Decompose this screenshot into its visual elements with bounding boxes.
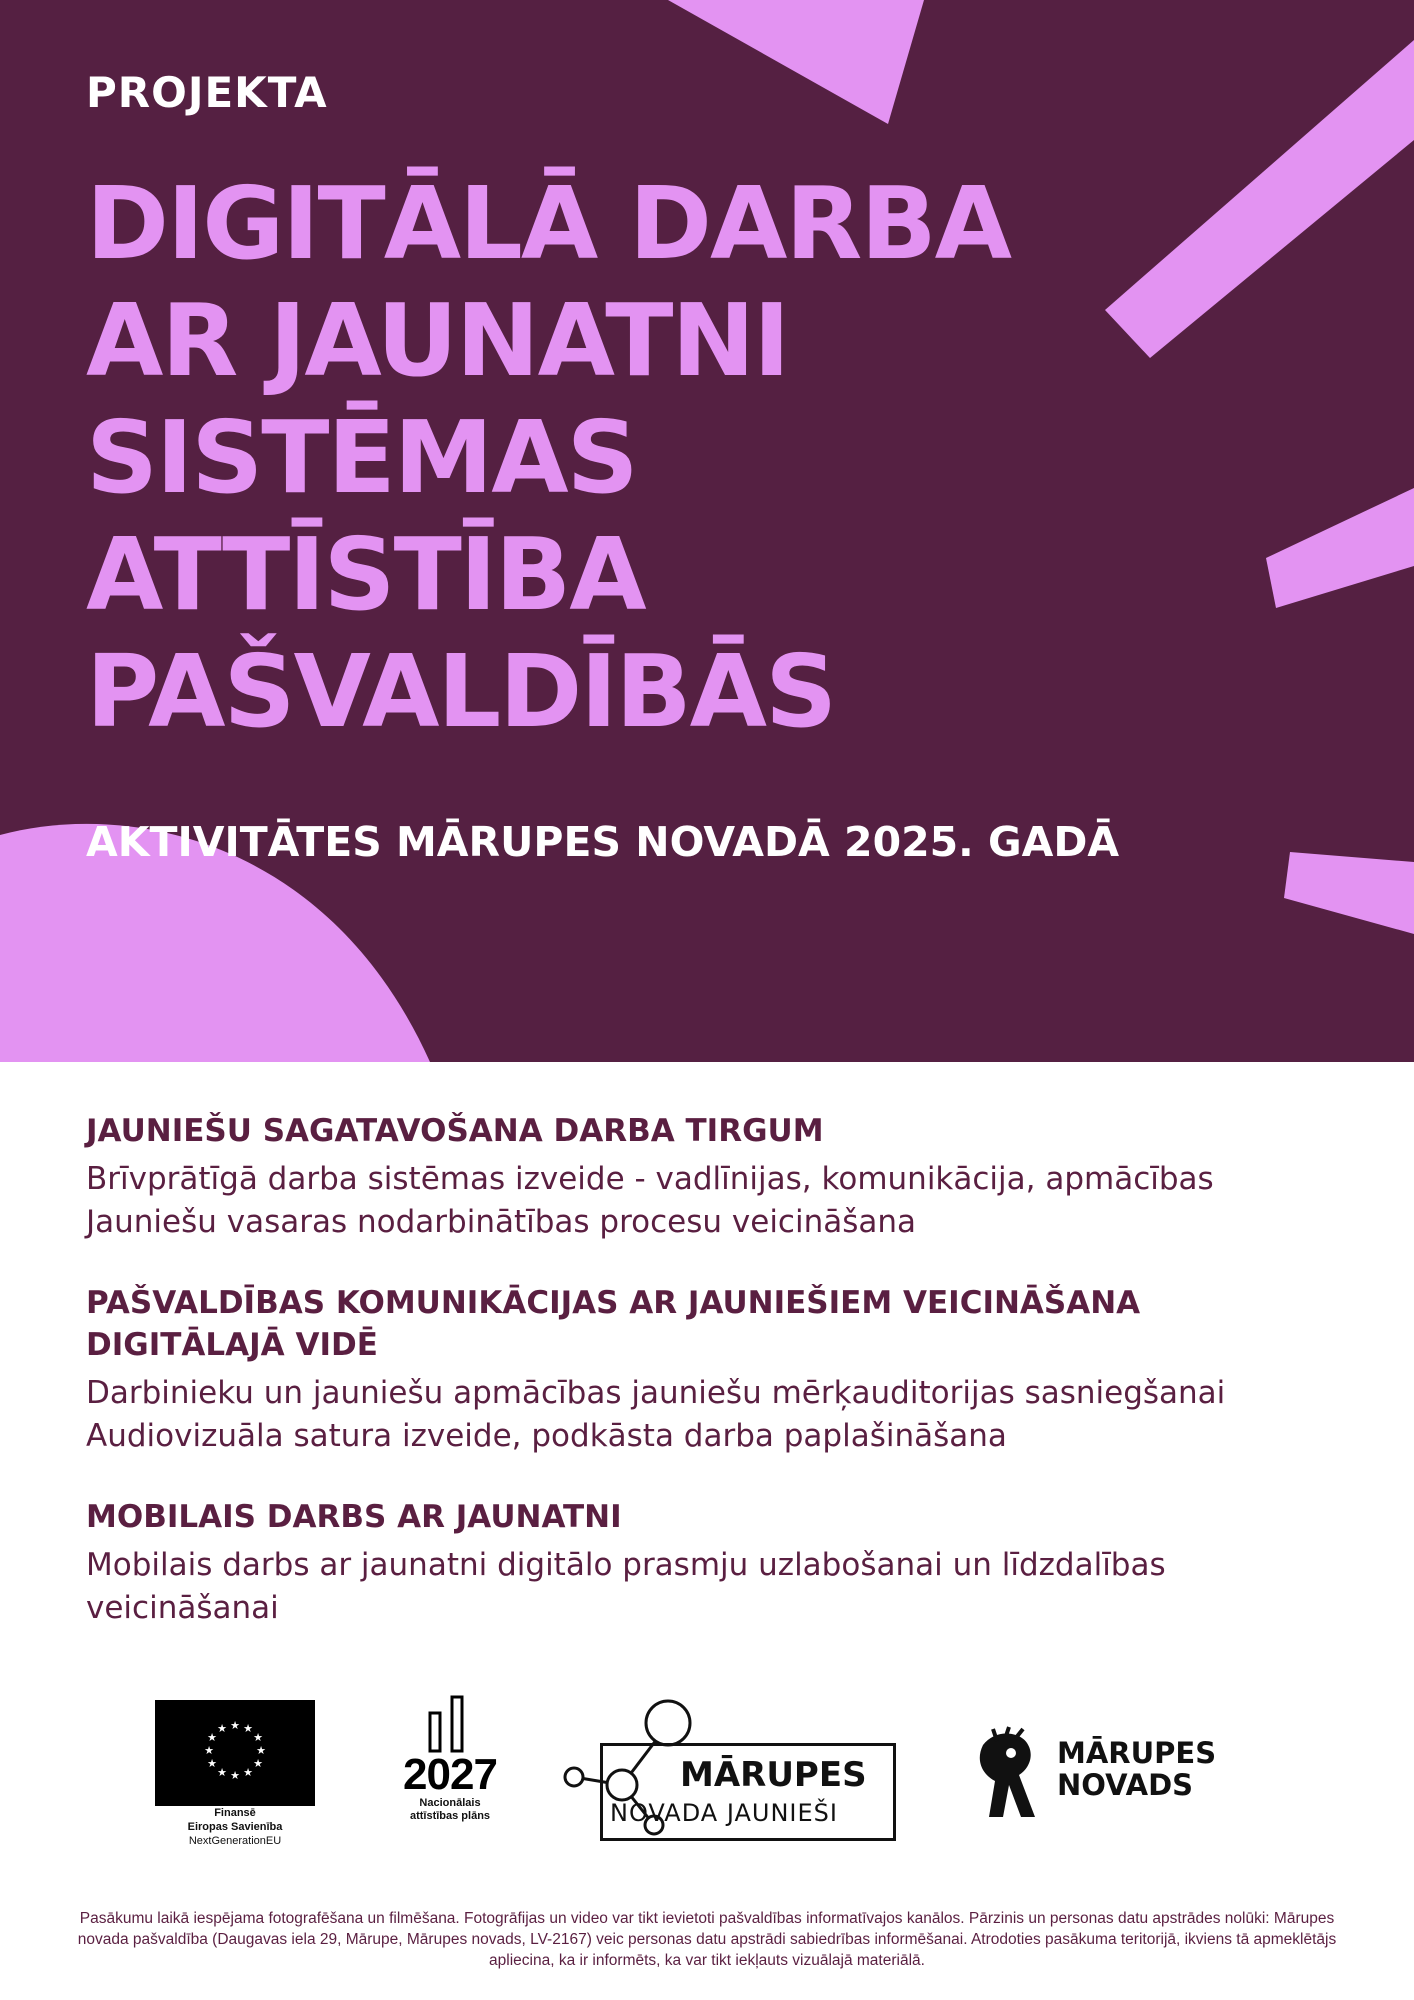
title-line: SISTĒMAS	[86, 399, 637, 516]
section-heading: PAŠVALDĪBAS KOMUNIKĀCIJAS AR JAUNIEŠIEM VEICINĀŠANA DIGITĀLAJĀ VIDĒ	[86, 1285, 1141, 1363]
svg-text:★: ★	[256, 1744, 266, 1757]
title-line: AR JAUNATNI	[86, 282, 789, 399]
section-line: Brīvprātīgā darba sistēmas izveide - vadlīnijas, komunikācija, apmācības	[86, 1161, 1214, 1197]
title-line: ATTĪSTĪBA	[86, 516, 645, 633]
section-line: Darbinieku un jauniešu apmācības jauniešu mērķauditorijas sasniegšanai	[86, 1375, 1226, 1411]
municipality-logo-line: NOVADS	[1057, 1768, 1194, 1802]
municipality-logo	[975, 1725, 1275, 1825]
eu-label	[155, 1806, 315, 1848]
activities-subtitle: AKTIVITĀTES MĀRUPES NOVADĀ 2025. GADĀ	[86, 818, 1120, 866]
activity-section	[86, 1496, 1346, 1630]
eu-flag-icon	[155, 1700, 315, 1806]
nap-bars-icon	[420, 1695, 480, 1753]
svg-text:★: ★	[230, 1719, 240, 1732]
project-title	[86, 165, 1010, 750]
svg-text:★: ★	[243, 1722, 253, 1735]
municipality-logo-line: MĀRUPES	[1057, 1736, 1217, 1770]
activities-list	[86, 1110, 1346, 1668]
svg-text:★: ★	[217, 1722, 227, 1735]
municipality-logo-text	[1057, 1737, 1216, 1801]
eu-logo	[155, 1700, 315, 1848]
youth-logo	[560, 1695, 900, 1855]
svg-text:★: ★	[207, 1757, 217, 1770]
svg-text:★: ★	[253, 1731, 263, 1744]
marupe-emblem-icon	[975, 1725, 1055, 1821]
section-line: Jauniešu vasaras nodarbinātības procesu veicināšana	[86, 1204, 917, 1240]
nap-label-line: Nacionālais	[419, 1797, 481, 1809]
svg-text:★: ★	[217, 1766, 227, 1779]
title-line: DIGITĀLĀ DARBA	[86, 165, 1011, 282]
privacy-notice: Pasākumu laikā iespējama fotografēšana un filmēšana. Fotogrāfijas un video var tikt ievietoti pašvaldības informatīvajos kanālos. Pārzinis un personas datu apstrādes nolūki: Mārupes novada pašvaldība (Daugavas iela 29, Mārupe, Mārupes novads, LV-2167) veic personas datu apstrādi sabiedrības informēšanai. Atrodoties pasākuma teritorijā, ikviens tā apmeklētājs apliecina, ka ir informēts, ka var tikt iekļauts vizuālajā materiālā.	[77, 1910, 1337, 1969]
decor-wedge-right-top	[1105, 40, 1414, 358]
activity-section	[86, 1282, 1346, 1458]
svg-text:★: ★	[253, 1757, 263, 1770]
project-kicker: PROJEKTA	[86, 68, 328, 117]
svg-text:★: ★	[230, 1769, 240, 1782]
nap-label-line: attīstības plāns	[409, 1810, 491, 1822]
section-line: Audiovizuāla satura izveide, podkāsta darba paplašināšana	[86, 1418, 1007, 1454]
svg-text:★: ★	[243, 1766, 253, 1779]
decor-triangle-top	[668, 0, 924, 124]
nap-number: 2027	[403, 1750, 497, 1799]
svg-text:★: ★	[207, 1731, 217, 1744]
decor-wedge-right-mid	[1266, 488, 1414, 608]
eu-label-line: Finansē	[214, 1807, 256, 1819]
section-heading: JAUNIEŠU SAGATAVOŠANA DARBA TIRGUM	[86, 1113, 824, 1149]
title-line: PAŠVALDĪBĀS	[86, 633, 836, 750]
youth-logo-line2: NOVADA JAUNIEŠI	[610, 1799, 838, 1827]
decor-wedge-right-low	[1284, 852, 1414, 934]
nap-label	[385, 1797, 515, 1823]
section-heading: MOBILAIS DARBS AR JAUNATNI	[86, 1499, 622, 1535]
youth-logo-line1: MĀRUPES	[680, 1755, 867, 1795]
eu-label-line: Eiropas Savienība	[187, 1821, 283, 1833]
eu-label-line: NextGenerationEU	[188, 1835, 282, 1847]
activity-section	[86, 1110, 1346, 1244]
logo-row	[0, 1690, 1414, 1870]
section-line: Mobilais darbs ar jaunatni digitālo prasmju uzlabošanai un līdzdalības veicināšanai	[86, 1547, 1166, 1626]
nap-logo	[385, 1695, 515, 1823]
svg-text:★: ★	[204, 1744, 214, 1757]
